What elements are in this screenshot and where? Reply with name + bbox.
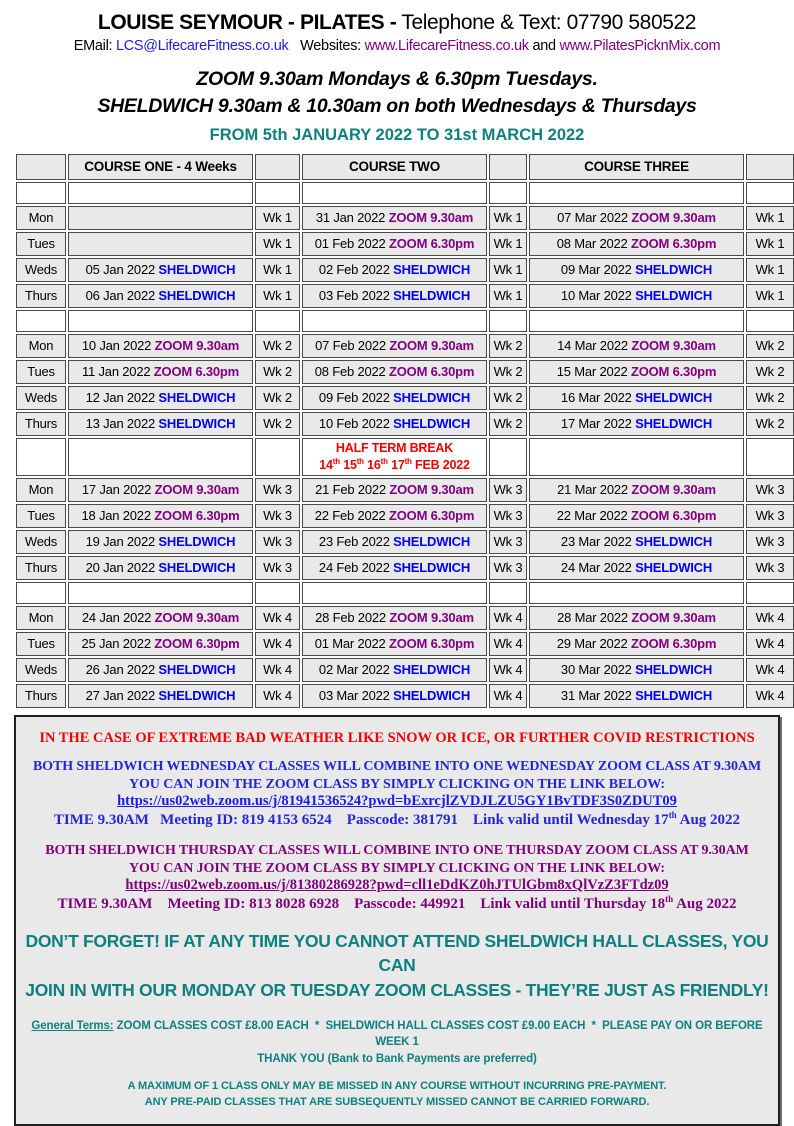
class-date: 12 Jan 2022 — [85, 390, 156, 406]
table-row — [16, 386, 794, 410]
class-session: SHELDWICH — [631, 688, 713, 704]
course-three-cell — [529, 284, 744, 308]
email-label: EMail: — [73, 38, 113, 55]
week-cell: Wk 3 — [746, 504, 794, 528]
day-cell: Weds — [16, 658, 66, 682]
half-term-row — [16, 438, 794, 476]
week-cell — [489, 582, 527, 604]
table-row — [16, 530, 794, 554]
class-date: 23 Feb 2022 — [318, 534, 390, 550]
header-course-one: COURSE ONE - 4 Weeks — [68, 154, 253, 180]
course-one-cell — [68, 658, 253, 682]
class-session: ZOOM 9.30am — [627, 610, 716, 626]
class-session: SHELDWICH — [631, 390, 713, 406]
course-three-cell — [529, 632, 744, 656]
header-course-three: COURSE THREE — [529, 154, 744, 180]
course-two-cell — [302, 556, 487, 580]
class-session: SHELDWICH — [631, 288, 713, 304]
thursday-join-line: YOU CAN JOIN THE ZOOM CLASS BY SIMPLY CLICKING ON THE LINK BELOW: — [129, 860, 665, 876]
class-date: 09 Mar 2022 — [560, 262, 632, 278]
class-date: 14 Mar 2022 — [557, 338, 628, 354]
class-session: SHELDWICH — [389, 288, 471, 304]
week-cell: Wk 1 — [255, 206, 300, 230]
course-three-cell — [529, 478, 744, 502]
table-row — [16, 478, 794, 502]
schedule-subhead-zoom: ZOOM 9.30am Mondays & 6.30pm Tuesdays. — [196, 68, 598, 91]
class-session: ZOOM 6.30pm — [627, 236, 717, 252]
class-date: 23 Mar 2022 — [560, 534, 632, 550]
class-date: 08 Mar 2022 — [556, 236, 628, 252]
class-session: ZOOM 9.30am — [627, 482, 716, 498]
schedule-subhead-sheldwich: SHELDWICH 9.30am & 10.30am on both Wednesdays & Thursdays — [97, 94, 697, 117]
table-row — [16, 284, 794, 308]
week-cell: Wk 1 — [746, 232, 794, 256]
course-three-cell — [529, 530, 744, 554]
class-session: SHELDWICH — [631, 534, 713, 550]
course-two-cell — [302, 284, 487, 308]
week-cell: Wk 4 — [489, 684, 527, 708]
week-cell — [255, 438, 300, 476]
class-date: 24 Feb 2022 — [318, 560, 390, 576]
course-three-cell — [529, 182, 744, 204]
policy-line-1: A MAXIMUM OF 1 CLASS ONLY MAY BE MISSED IN ANY COURSE WITHOUT INCURRING PRE-PAYMENT. — [127, 1079, 667, 1092]
week-cell: Wk 2 — [489, 412, 527, 436]
class-session: ZOOM 9.30am — [385, 338, 474, 354]
course-two-cell — [302, 334, 487, 358]
class-date: 03 Feb 2022 — [318, 288, 390, 304]
day-cell — [16, 582, 66, 604]
page-title — [14, 10, 780, 35]
week-cell: Wk 4 — [255, 606, 300, 630]
class-date: 18 Jan 2022 — [81, 508, 151, 524]
dont-forget-line-1: DON’T FORGET! IF AT ANY TIME YOU CANNOT ATTEND SHELDWICH HALL CLASSES, YOU CAN — [25, 930, 769, 976]
course-one-cell — [68, 684, 253, 708]
week-cell: Wk 3 — [746, 478, 794, 502]
week-cell: Wk 4 — [489, 606, 527, 630]
course-two-cell — [302, 478, 487, 502]
course-three-cell — [529, 310, 744, 332]
course-two-cell — [302, 684, 487, 708]
course-three-cell — [529, 412, 744, 436]
week-cell — [746, 182, 794, 204]
class-session: ZOOM 6.30pm — [385, 364, 475, 380]
course-two-cell — [302, 412, 487, 436]
websites-label: Websites: — [300, 38, 361, 55]
class-session: ZOOM 9.30am — [627, 338, 716, 354]
week-cell: Wk 3 — [489, 530, 527, 554]
course-one-cell — [68, 386, 253, 410]
class-session: SHELDWICH — [155, 288, 236, 304]
class-session: SHELDWICH — [389, 662, 471, 678]
course-three-cell — [529, 334, 744, 358]
table-row — [16, 504, 794, 528]
class-session: ZOOM 6.30pm — [627, 508, 717, 524]
class-session: SHELDWICH — [631, 560, 713, 576]
header-day-cell — [16, 154, 66, 180]
course-two-cell — [302, 504, 487, 528]
week-cell: Wk 4 — [255, 658, 300, 682]
course-one-cell — [68, 504, 253, 528]
table-row — [16, 556, 794, 580]
class-session: ZOOM 6.30pm — [150, 364, 240, 380]
class-date: 26 Jan 2022 — [85, 662, 156, 678]
week-cell: Wk 3 — [255, 504, 300, 528]
and-label: and — [532, 38, 556, 55]
day-cell: Thurs — [16, 556, 66, 580]
class-date: 03 Mar 2022 — [318, 688, 390, 704]
week-cell: Wk 4 — [489, 632, 527, 656]
date-range: FROM 5th JANUARY 2022 TO 31st MARCH 2022 — [209, 125, 585, 144]
course-three-cell — [529, 556, 744, 580]
course-two-cell — [302, 582, 487, 604]
course-one-cell — [68, 606, 253, 630]
header-wk-1 — [255, 154, 300, 180]
course-three-cell — [529, 504, 744, 528]
course-two-cell — [302, 606, 487, 630]
week-cell: Wk 1 — [746, 206, 794, 230]
table-row — [16, 658, 794, 682]
course-one-cell — [68, 438, 253, 476]
course-three-cell — [529, 606, 744, 630]
week-cell: Wk 4 — [255, 684, 300, 708]
day-cell: Weds — [16, 258, 66, 282]
email-link[interactable]: LCS@LifecareFitness.co.uk — [116, 38, 289, 55]
class-date: 13 Jan 2022 — [85, 416, 156, 432]
class-session: SHELDWICH — [389, 534, 471, 550]
week-cell: Wk 1 — [746, 284, 794, 308]
week-cell — [255, 582, 300, 604]
general-terms-text: ZOOM CLASSES COST £8.00 EACH * SHELDWICH HALL CLASSES COST £9.00 EACH * PLEASE PAY ON OR BEFORE WEEK 1 — [113, 1020, 763, 1049]
class-session: SHELDWICH — [631, 662, 713, 678]
website-link-2[interactable]: www.PilatesPicknMix.com — [559, 38, 721, 55]
missed-class-policy — [24, 1079, 770, 1111]
class-date: 06 Jan 2022 — [85, 288, 156, 304]
table-header-row — [16, 154, 794, 180]
course-three-cell — [529, 360, 744, 384]
week-cell: Wk 1 — [746, 258, 794, 282]
class-date: 22 Mar 2022 — [556, 508, 628, 524]
table-row — [16, 334, 794, 358]
wednesday-zoom-link[interactable]: https://us02web.zoom.us/j/81941536524?pwd=bExrcjlZVDJLZU5GY1BvTDF3S0ZDUT09 — [117, 792, 677, 809]
class-date: 15 Mar 2022 — [556, 364, 628, 380]
week-cell: Wk 4 — [255, 632, 300, 656]
class-date: 22 Feb 2022 — [314, 508, 386, 524]
class-session: SHELDWICH — [389, 262, 471, 278]
course-three-cell — [529, 658, 744, 682]
week-cell: Wk 2 — [489, 334, 527, 358]
half-term-break: HALF TERM BREAK 14th 15th 16th 17th FEB 2022 — [319, 441, 470, 472]
class-session: SHELDWICH — [631, 262, 713, 278]
week-cell: Wk 2 — [489, 386, 527, 410]
course-two-cell — [302, 438, 487, 476]
class-session: ZOOM 6.30pm — [627, 364, 717, 380]
class-session: SHELDWICH — [389, 390, 471, 406]
class-date: 21 Feb 2022 — [315, 482, 386, 498]
course-three-cell — [529, 232, 744, 256]
course-one-cell — [68, 556, 253, 580]
course-one-cell — [68, 360, 253, 384]
course-one-cell — [68, 182, 253, 204]
course-one-cell — [68, 232, 253, 256]
policy-line-2: ANY PRE-PAID CLASSES THAT ARE SUBSEQUENTLY MISSED CANNOT BE CARRIED FORWARD. — [144, 1095, 650, 1108]
day-cell — [16, 310, 66, 332]
day-cell: Mon — [16, 478, 66, 502]
week-cell — [255, 310, 300, 332]
class-session: ZOOM 6.30pm — [150, 508, 240, 524]
week-cell: Wk 1 — [489, 206, 527, 230]
class-date: 07 Mar 2022 — [557, 210, 628, 226]
course-three-cell — [529, 386, 744, 410]
class-session: SHELDWICH — [155, 534, 236, 550]
class-date: 08 Feb 2022 — [314, 364, 386, 380]
week-cell: Wk 3 — [489, 478, 527, 502]
course-three-cell — [529, 206, 744, 230]
day-cell: Mon — [16, 206, 66, 230]
week-cell: Wk 3 — [255, 556, 300, 580]
week-cell: Wk 2 — [255, 360, 300, 384]
week-cell: Wk 1 — [489, 284, 527, 308]
course-one-cell — [68, 530, 253, 554]
table-row — [16, 360, 794, 384]
table-row — [16, 258, 794, 282]
class-session: SHELDWICH — [155, 416, 236, 432]
table-row — [16, 232, 794, 256]
week-cell: Wk 2 — [255, 334, 300, 358]
week-cell: Wk 2 — [746, 334, 794, 358]
week-cell: Wk 3 — [746, 530, 794, 554]
course-two-cell — [302, 386, 487, 410]
class-date: 19 Jan 2022 — [85, 534, 156, 550]
week-cell — [746, 310, 794, 332]
week-cell: Wk 1 — [255, 232, 300, 256]
week-cell: Wk 1 — [489, 258, 527, 282]
class-date: 02 Feb 2022 — [318, 262, 390, 278]
class-date: 09 Feb 2022 — [318, 390, 390, 406]
day-cell: Weds — [16, 530, 66, 554]
class-date: 07 Feb 2022 — [315, 338, 386, 354]
wednesday-combine-line: BOTH SHELDWICH WEDNESDAY CLASSES WILL COMBINE INTO ONE WEDNESDAY ZOOM CLASS AT 9.30AM — [32, 758, 762, 774]
class-date: 25 Jan 2022 — [81, 636, 151, 652]
course-two-cell — [302, 258, 487, 282]
header-course-two: COURSE TWO — [302, 154, 487, 180]
class-date: 28 Feb 2022 — [315, 610, 386, 626]
course-three-cell — [529, 258, 744, 282]
day-cell: Mon — [16, 334, 66, 358]
week-cell — [489, 310, 527, 332]
class-session: ZOOM 9.30am — [151, 610, 240, 626]
class-session: ZOOM 6.30pm — [385, 508, 475, 524]
thursday-combine-line: BOTH SHELDWICH THURSDAY CLASSES WILL COMBINE INTO ONE THURSDAY ZOOM CLASS AT 9.30AM — [45, 842, 749, 858]
course-three-cell — [529, 582, 744, 604]
course-one-cell — [68, 478, 253, 502]
class-date: 20 Jan 2022 — [85, 560, 156, 576]
day-cell — [16, 438, 66, 476]
class-date: 24 Mar 2022 — [560, 560, 632, 576]
class-date: 10 Feb 2022 — [318, 416, 390, 432]
wednesday-join-line: YOU CAN JOIN THE ZOOM CLASS BY SIMPLY CLICKING ON THE LINK BELOW: — [129, 776, 665, 792]
wednesday-meeting-details: TIME 9.30AM Meeting ID: 819 4153 6524 Passcode: 381791 Link valid until Wednesday 17th Aug 2022 — [53, 809, 741, 828]
class-session: SHELDWICH — [155, 688, 236, 704]
class-session: SHELDWICH — [155, 560, 236, 576]
spacer-row — [16, 182, 794, 204]
class-session: ZOOM 6.30pm — [385, 636, 475, 652]
wednesday-zoom-link-row — [24, 793, 770, 810]
course-two-cell — [302, 310, 487, 332]
week-cell: Wk 2 — [746, 360, 794, 384]
class-date: 28 Mar 2022 — [557, 610, 628, 626]
week-cell: Wk 3 — [746, 556, 794, 580]
class-session: ZOOM 9.30am — [385, 482, 474, 498]
course-two-cell — [302, 658, 487, 682]
contact-line — [14, 38, 780, 54]
week-cell: Wk 1 — [255, 284, 300, 308]
week-cell: Wk 1 — [489, 232, 527, 256]
class-session: ZOOM 6.30pm — [385, 236, 475, 252]
day-cell: Thurs — [16, 412, 66, 436]
class-session: ZOOM 9.30am — [151, 482, 240, 498]
course-two-cell — [302, 530, 487, 554]
thursday-meeting-details: TIME 9.30AM Meeting ID: 813 8028 6928 Passcode: 449921 Link valid until Thursday 18th Aug 2022 — [57, 893, 737, 912]
class-date: 05 Jan 2022 — [85, 262, 156, 278]
class-date: 11 Jan 2022 — [81, 364, 151, 380]
course-two-cell — [302, 206, 487, 230]
week-cell — [255, 182, 300, 204]
class-date: 29 Mar 2022 — [556, 636, 628, 652]
week-cell: Wk 2 — [255, 412, 300, 436]
week-cell: Wk 4 — [489, 658, 527, 682]
class-session: SHELDWICH — [155, 262, 236, 278]
header-wk-3 — [746, 154, 794, 180]
header-wk-2 — [489, 154, 527, 180]
class-session: SHELDWICH — [631, 416, 713, 432]
day-cell: Thurs — [16, 284, 66, 308]
page-title-phone: Telephone & Text: 07790 580522 — [396, 11, 697, 34]
course-one-cell — [68, 258, 253, 282]
class-date: 16 Mar 2022 — [560, 390, 632, 406]
dont-forget-line-2: JOIN IN WITH OUR MONDAY OR TUESDAY ZOOM CLASSES - THEY’RE JUST AS FRIENDLY! — [25, 979, 769, 1000]
table-row — [16, 206, 794, 230]
class-session: SHELDWICH — [389, 416, 471, 432]
class-date: 27 Jan 2022 — [85, 688, 156, 704]
course-one-cell — [68, 632, 253, 656]
class-session: ZOOM 9.30am — [385, 210, 474, 226]
spacer-row — [16, 310, 794, 332]
class-session: ZOOM 6.30pm — [150, 636, 240, 652]
thursday-zoom-link-row — [24, 877, 770, 894]
class-session: SHELDWICH — [389, 688, 471, 704]
course-two-cell — [302, 360, 487, 384]
class-date: 17 Jan 2022 — [81, 482, 152, 498]
course-two-cell — [302, 232, 487, 256]
day-cell: Weds — [16, 386, 66, 410]
general-terms — [24, 1018, 770, 1066]
day-cell: Thurs — [16, 684, 66, 708]
day-cell: Mon — [16, 606, 66, 630]
table-row — [16, 684, 794, 708]
class-date: 17 Mar 2022 — [560, 416, 632, 432]
class-session: ZOOM 6.30pm — [627, 636, 717, 652]
week-cell: Wk 4 — [746, 606, 794, 630]
day-cell: Tues — [16, 504, 66, 528]
week-cell: Wk 4 — [746, 658, 794, 682]
week-cell: Wk 1 — [255, 258, 300, 282]
table-row — [16, 412, 794, 436]
class-session: SHELDWICH — [155, 662, 236, 678]
course-three-cell — [529, 438, 744, 476]
week-cell — [489, 438, 527, 476]
week-cell: Wk 2 — [746, 412, 794, 436]
course-one-cell — [68, 284, 253, 308]
class-session: ZOOM 9.30am — [151, 338, 240, 354]
course-one-cell — [68, 310, 253, 332]
class-date: 31 Jan 2022 — [315, 210, 386, 226]
thank-you-line: THANK YOU (Bank to Bank Payments are preferred) — [257, 1052, 537, 1065]
course-one-cell — [68, 206, 253, 230]
week-cell — [489, 182, 527, 204]
class-date: 10 Mar 2022 — [560, 288, 632, 304]
class-date: 01 Feb 2022 — [314, 236, 386, 252]
class-session: ZOOM 9.30am — [627, 210, 716, 226]
dont-forget-notice — [24, 929, 770, 1003]
class-session: ZOOM 9.30am — [385, 610, 474, 626]
week-cell: Wk 4 — [746, 632, 794, 656]
week-cell: Wk 3 — [255, 530, 300, 554]
thursday-zoom-link[interactable]: https://us02web.zoom.us/j/81380286928?pwd=cll1eDdKZ0hJTUlGbm8xQlVzZ3FTdz09 — [125, 876, 669, 893]
week-cell — [746, 582, 794, 604]
day-cell: Tues — [16, 360, 66, 384]
week-cell — [746, 438, 794, 476]
schedule-table — [14, 152, 794, 710]
table-row — [16, 606, 794, 630]
class-date: 10 Jan 2022 — [81, 338, 152, 354]
week-cell: Wk 2 — [255, 386, 300, 410]
schedule-body — [16, 182, 794, 708]
class-session: SHELDWICH — [155, 390, 236, 406]
class-date: 30 Mar 2022 — [560, 662, 632, 678]
class-date: 01 Mar 2022 — [314, 636, 386, 652]
day-cell: Tues — [16, 232, 66, 256]
week-cell: Wk 2 — [489, 360, 527, 384]
notice-box — [14, 715, 780, 1126]
general-terms-label: General Terms: — [31, 1020, 114, 1033]
day-cell: Tues — [16, 632, 66, 656]
week-cell: Wk 4 — [746, 684, 794, 708]
course-two-cell — [302, 182, 487, 204]
spacer-row — [16, 582, 794, 604]
course-two-cell — [302, 632, 487, 656]
class-date: 21 Mar 2022 — [557, 482, 628, 498]
course-one-cell — [68, 582, 253, 604]
week-cell: Wk 3 — [489, 556, 527, 580]
course-three-cell — [529, 684, 744, 708]
week-cell: Wk 3 — [489, 504, 527, 528]
week-cell: Wk 2 — [746, 386, 794, 410]
class-session: SHELDWICH — [389, 560, 471, 576]
table-row — [16, 632, 794, 656]
course-one-cell — [68, 334, 253, 358]
bad-weather-notice: IN THE CASE OF EXTREME BAD WEATHER LIKE SNOW OR ICE, OR FURTHER COVID RESTRICTIONS — [39, 729, 755, 746]
class-date: 24 Jan 2022 — [81, 610, 152, 626]
day-cell — [16, 182, 66, 204]
page-title-name: LOUISE SEYMOUR - PILATES - — [97, 11, 397, 34]
week-cell: Wk 3 — [255, 478, 300, 502]
class-date: 31 Mar 2022 — [560, 688, 632, 704]
website-link-1[interactable]: www.LifecareFitness.co.uk — [364, 38, 529, 55]
class-date: 02 Mar 2022 — [318, 662, 390, 678]
course-one-cell — [68, 412, 253, 436]
